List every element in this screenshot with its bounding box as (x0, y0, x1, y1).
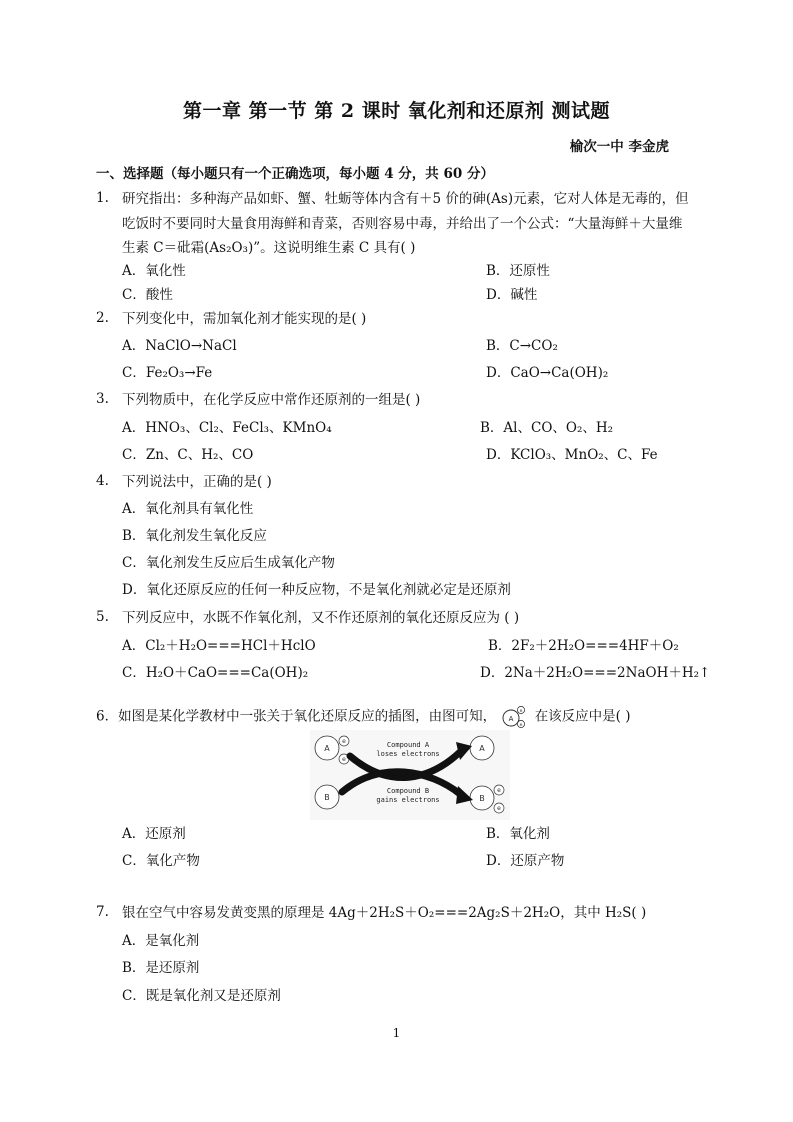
question-text-pre: 6．如图是某化学教材中一张关于氧化还原反应的插图，由图可知， (96, 708, 497, 725)
figure-label-e: e (497, 805, 501, 812)
page-number: 1 (392, 1026, 401, 1040)
question-text: 银在空气中容易发黄变黑的原理是 4Ag＋2H₂S＋O₂===2Ag₂S＋2H₂O，其中 H₂S( ) (122, 905, 647, 921)
question-text: 吃饭时不要同时大量食用海鲜和青菜，否则容易中毒，并给出了一个公式：“大量海鲜＋大量维 (122, 216, 683, 232)
option-a: A．是氧化剂 (122, 933, 200, 949)
option-d: D．KClO₃、MnO₂、C、Fe (486, 447, 658, 463)
question-text: 下列反应中，水既不作氧化剂，又不作还原剂的氧化还原反应为 ( ) (122, 610, 520, 626)
question-text: 下列说法中，正确的是( ) (122, 474, 272, 490)
option-a: A．Cl₂＋H₂O===HCl＋HclO (122, 638, 316, 654)
question-number: 7. (96, 904, 109, 920)
author-line: 榆次一中 李金虎 (569, 139, 669, 155)
figure-label-e: e (497, 787, 501, 794)
figure-text-compound-b: Compound B (386, 787, 430, 795)
figure-text-gains: gains electrons (376, 796, 440, 804)
question-text: 生素 C＝砒霜(As₂O₃)”。这说明维生素 C 具有( ) (122, 240, 416, 256)
inline-label-e: e (520, 709, 523, 714)
question-number: 2. (96, 310, 109, 326)
question-text: 研究指出：多种海产品如虾、蟹、牡蛎等体内含有＋5 价的砷(As)元素，它对人体是无毒的，但 (122, 191, 689, 207)
figure-label-b: B (479, 794, 485, 803)
question-number: 3. (96, 391, 109, 407)
question-text: 下列变化中，需加氧化剂才能实现的是( ) (122, 311, 367, 327)
page-title: 第一章 第一节 第 2 课时 氧化剂和还原剂 测试题 (183, 100, 610, 122)
option-d: D．氧化还原反应的任何一种反应物，不是氧化剂就必定是还原剂 (122, 582, 511, 598)
figure-text-loses: loses electrons (376, 750, 440, 758)
option-a: A．NaClO→NaCl (122, 338, 237, 354)
option-c: C．氧化产物 (122, 853, 200, 869)
option-b: B．2F₂＋2H₂O===4HF＋O₂ (488, 638, 679, 654)
option-b: B．还原性 (486, 263, 550, 279)
option-b: B．氧化剂发生氧化反应 (122, 528, 267, 544)
option-d: D．CaO→Ca(OH)₂ (486, 365, 609, 381)
redox-illustration (310, 730, 510, 820)
option-b: B．是还原剂 (122, 960, 200, 976)
option-c: C．H₂O＋CaO===Ca(OH)₂ (122, 665, 309, 681)
option-a: A．氧化剂具有氧化性 (122, 501, 254, 517)
inline-label-e: e (520, 723, 523, 728)
option-c: C．氧化剂发生反应后生成氧化产物 (122, 555, 335, 571)
option-d: D．碱性 (486, 287, 538, 303)
figure-label-e: e (342, 756, 346, 763)
option-d: D．还原产物 (486, 853, 565, 869)
option-b: B．氧化剂 (486, 826, 550, 842)
option-a: A．还原剂 (122, 826, 186, 842)
option-c: C．Zn、C、H₂、CO (122, 447, 254, 463)
option-b: B．C→CO₂ (486, 338, 558, 354)
question-text (96, 704, 631, 730)
figure-label-a: A (479, 744, 485, 753)
inline-label-a: A (508, 715, 514, 723)
compound-a-inline-icon (502, 704, 528, 730)
option-a: A．氧化性 (122, 263, 186, 279)
figure-label-e: e (342, 738, 346, 745)
question-number: 1. (96, 190, 109, 206)
section-heading: 一、选择题（每小题只有一个正确选项，每小题 4 分，共 60 分） (96, 166, 494, 182)
question-text: 下列物质中，在化学反应中常作还原剂的一组是( ) (122, 392, 421, 408)
figure-label-b: B (324, 793, 330, 802)
question-number: 5. (96, 609, 109, 625)
option-d: D．2Na＋2H₂O===2NaOH＋H₂↑ (480, 665, 711, 681)
option-b: B．Al、CO、O₂、H₂ (480, 420, 614, 436)
figure-label-a: A (324, 744, 330, 753)
option-c: C．Fe₂O₃→Fe (122, 365, 213, 381)
option-c: C．酸性 (122, 287, 173, 303)
option-a: A．HNO₃、Cl₂、FeCl₃、KMnO₄ (122, 420, 332, 436)
question-number: 4. (96, 473, 109, 489)
question-text-post: 在该反应中是( ) (534, 708, 631, 725)
figure-text-compound-a: Compound A (386, 741, 430, 749)
option-c: C．既是氧化剂又是还原剂 (122, 988, 281, 1004)
